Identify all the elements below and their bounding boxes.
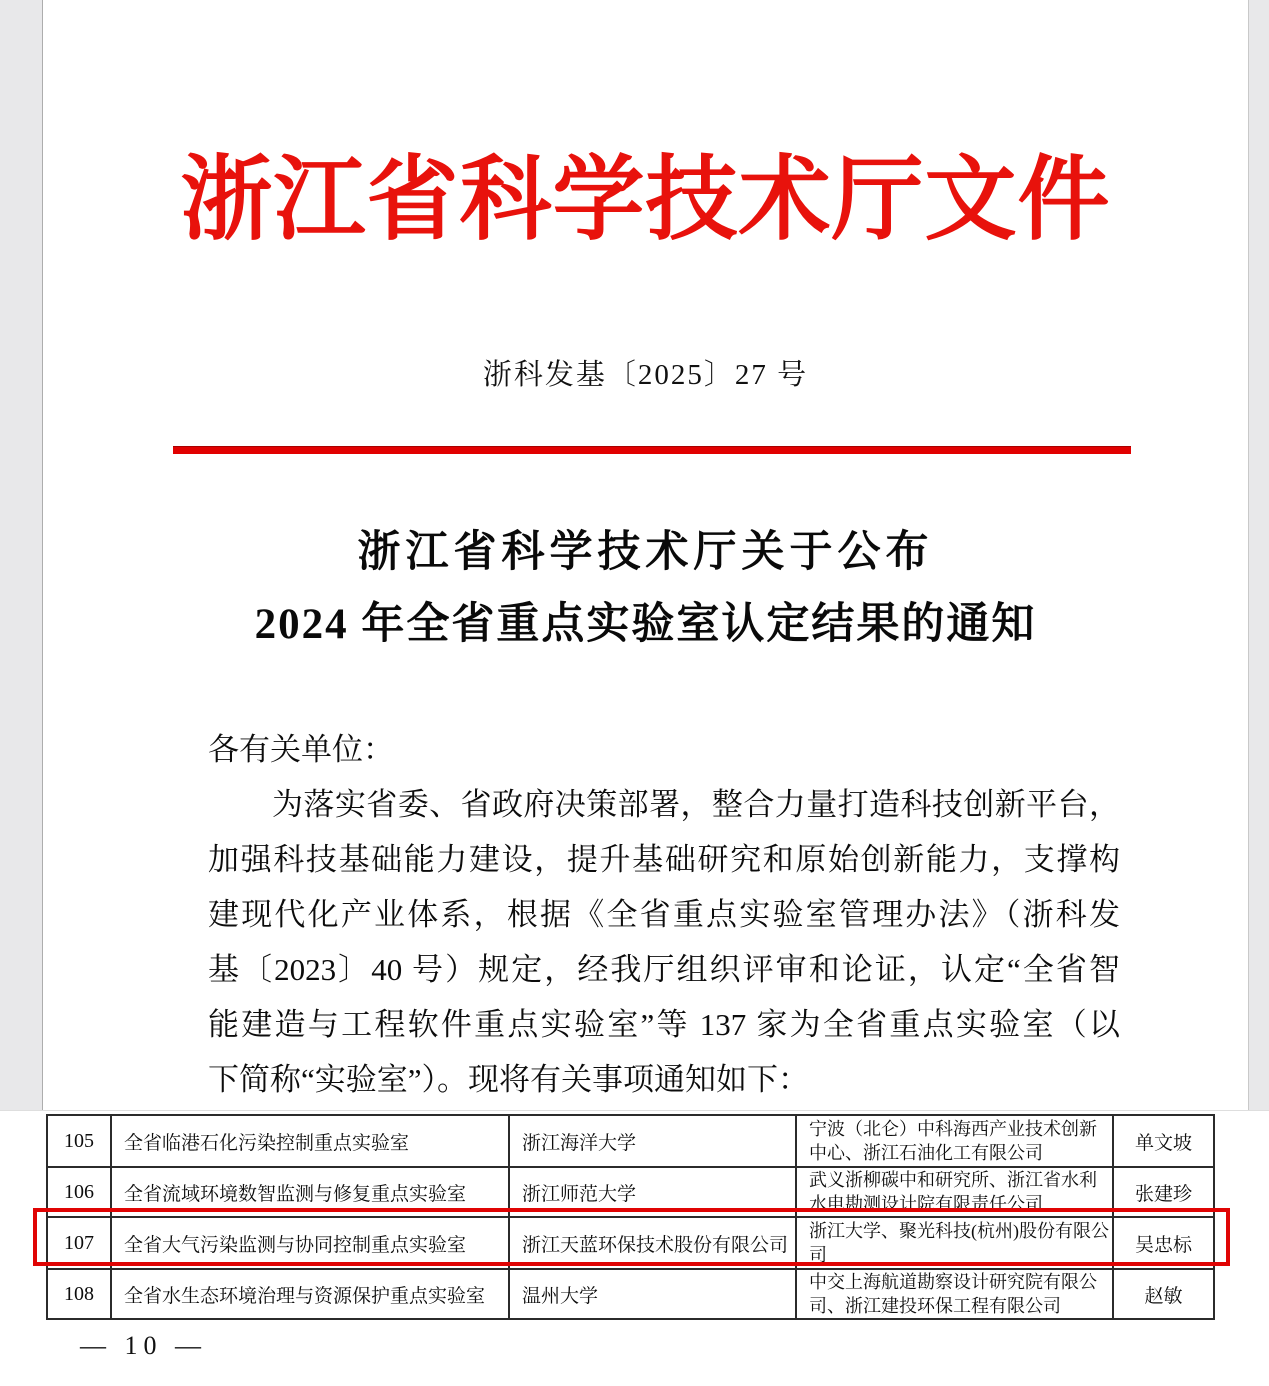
institution-cell: 浙江海洋大学	[509, 1115, 796, 1167]
body-line: 基〔2023〕40 号）规定，经我厅组织评审和论证，认定“全省智	[208, 952, 1120, 987]
row-number-cell: 108	[47, 1269, 111, 1319]
director-name-cell: 赵敏	[1113, 1269, 1214, 1319]
body-line: 加强科技基础能力建设，提升基础研究和原始创新能力，支撑构	[208, 842, 1120, 877]
partner-institutions-cell: 宁波（北仑）中科海西产业技术创新中心、浙江石油化工有限公司	[796, 1115, 1113, 1167]
director-name-cell: 张建珍	[1113, 1167, 1214, 1217]
notice-body	[208, 722, 1120, 1107]
notice-title-line1: 浙江省科学技术厅关于公布	[357, 529, 934, 576]
lab-name-cell: 全省临港石化污染控制重点实验室	[111, 1115, 509, 1167]
red-divider-rule	[173, 446, 1131, 454]
notice-title-line2: 2024 年全省重点实验室认定结果的通知	[254, 601, 1037, 648]
document-page	[42, 0, 1249, 1110]
director-name-cell: 单文坡	[1113, 1115, 1214, 1167]
salutation: 各有关单位：	[208, 732, 394, 767]
table-strip	[0, 1110, 1269, 1386]
partner-institutions-cell: 武义浙柳碳中和研究所、浙江省水利水电勘测设计院有限责任公司	[796, 1167, 1113, 1217]
institution-cell: 浙江天蓝环保技术股份有限公司	[509, 1217, 796, 1269]
row-number-cell: 107	[47, 1217, 111, 1269]
table-row	[47, 1167, 1214, 1217]
partner-institutions-cell: 中交上海航道勘察设计研究院有限公司、浙江建投环保工程有限公司	[796, 1269, 1113, 1319]
lab-name-cell: 全省水生态环境治理与资源保护重点实验室	[111, 1269, 509, 1319]
body-line: 能建造与工程软件重点实验室”等 137 家为全省重点实验室（以	[208, 1007, 1120, 1042]
body-line: 下简称“实验室”）。现将有关事项通知如下：	[208, 1062, 810, 1097]
row-number-cell: 106	[47, 1167, 111, 1217]
letterhead-title: 浙江省科学技术厅文件	[180, 149, 1111, 251]
partner-institutions-cell: 浙江大学、聚光科技(杭州)股份有限公司	[796, 1217, 1113, 1269]
laboratory-result-table	[46, 1114, 1215, 1320]
director-name-cell: 吴忠标	[1113, 1217, 1214, 1269]
document-number: 浙科发基〔2025〕27 号	[482, 359, 809, 391]
lab-name-cell: 全省流域环境数智监测与修复重点实验室	[111, 1167, 509, 1217]
table-row	[47, 1269, 1214, 1319]
body-line: 建现代化产业体系，根据《全省重点实验室管理办法》（浙科发	[208, 897, 1120, 932]
institution-cell: 浙江师范大学	[509, 1167, 796, 1217]
page-number: — 10 —	[80, 1331, 207, 1360]
table-row-highlighted	[47, 1217, 1214, 1269]
row-number-cell: 105	[47, 1115, 111, 1167]
lab-name-cell: 全省大气污染监测与协同控制重点实验室	[111, 1217, 509, 1269]
body-line: 为落实省委、省政府决策部署，整合力量打造科技创新平台，	[272, 787, 1120, 822]
table-row	[47, 1115, 1214, 1167]
institution-cell: 温州大学	[509, 1269, 796, 1319]
